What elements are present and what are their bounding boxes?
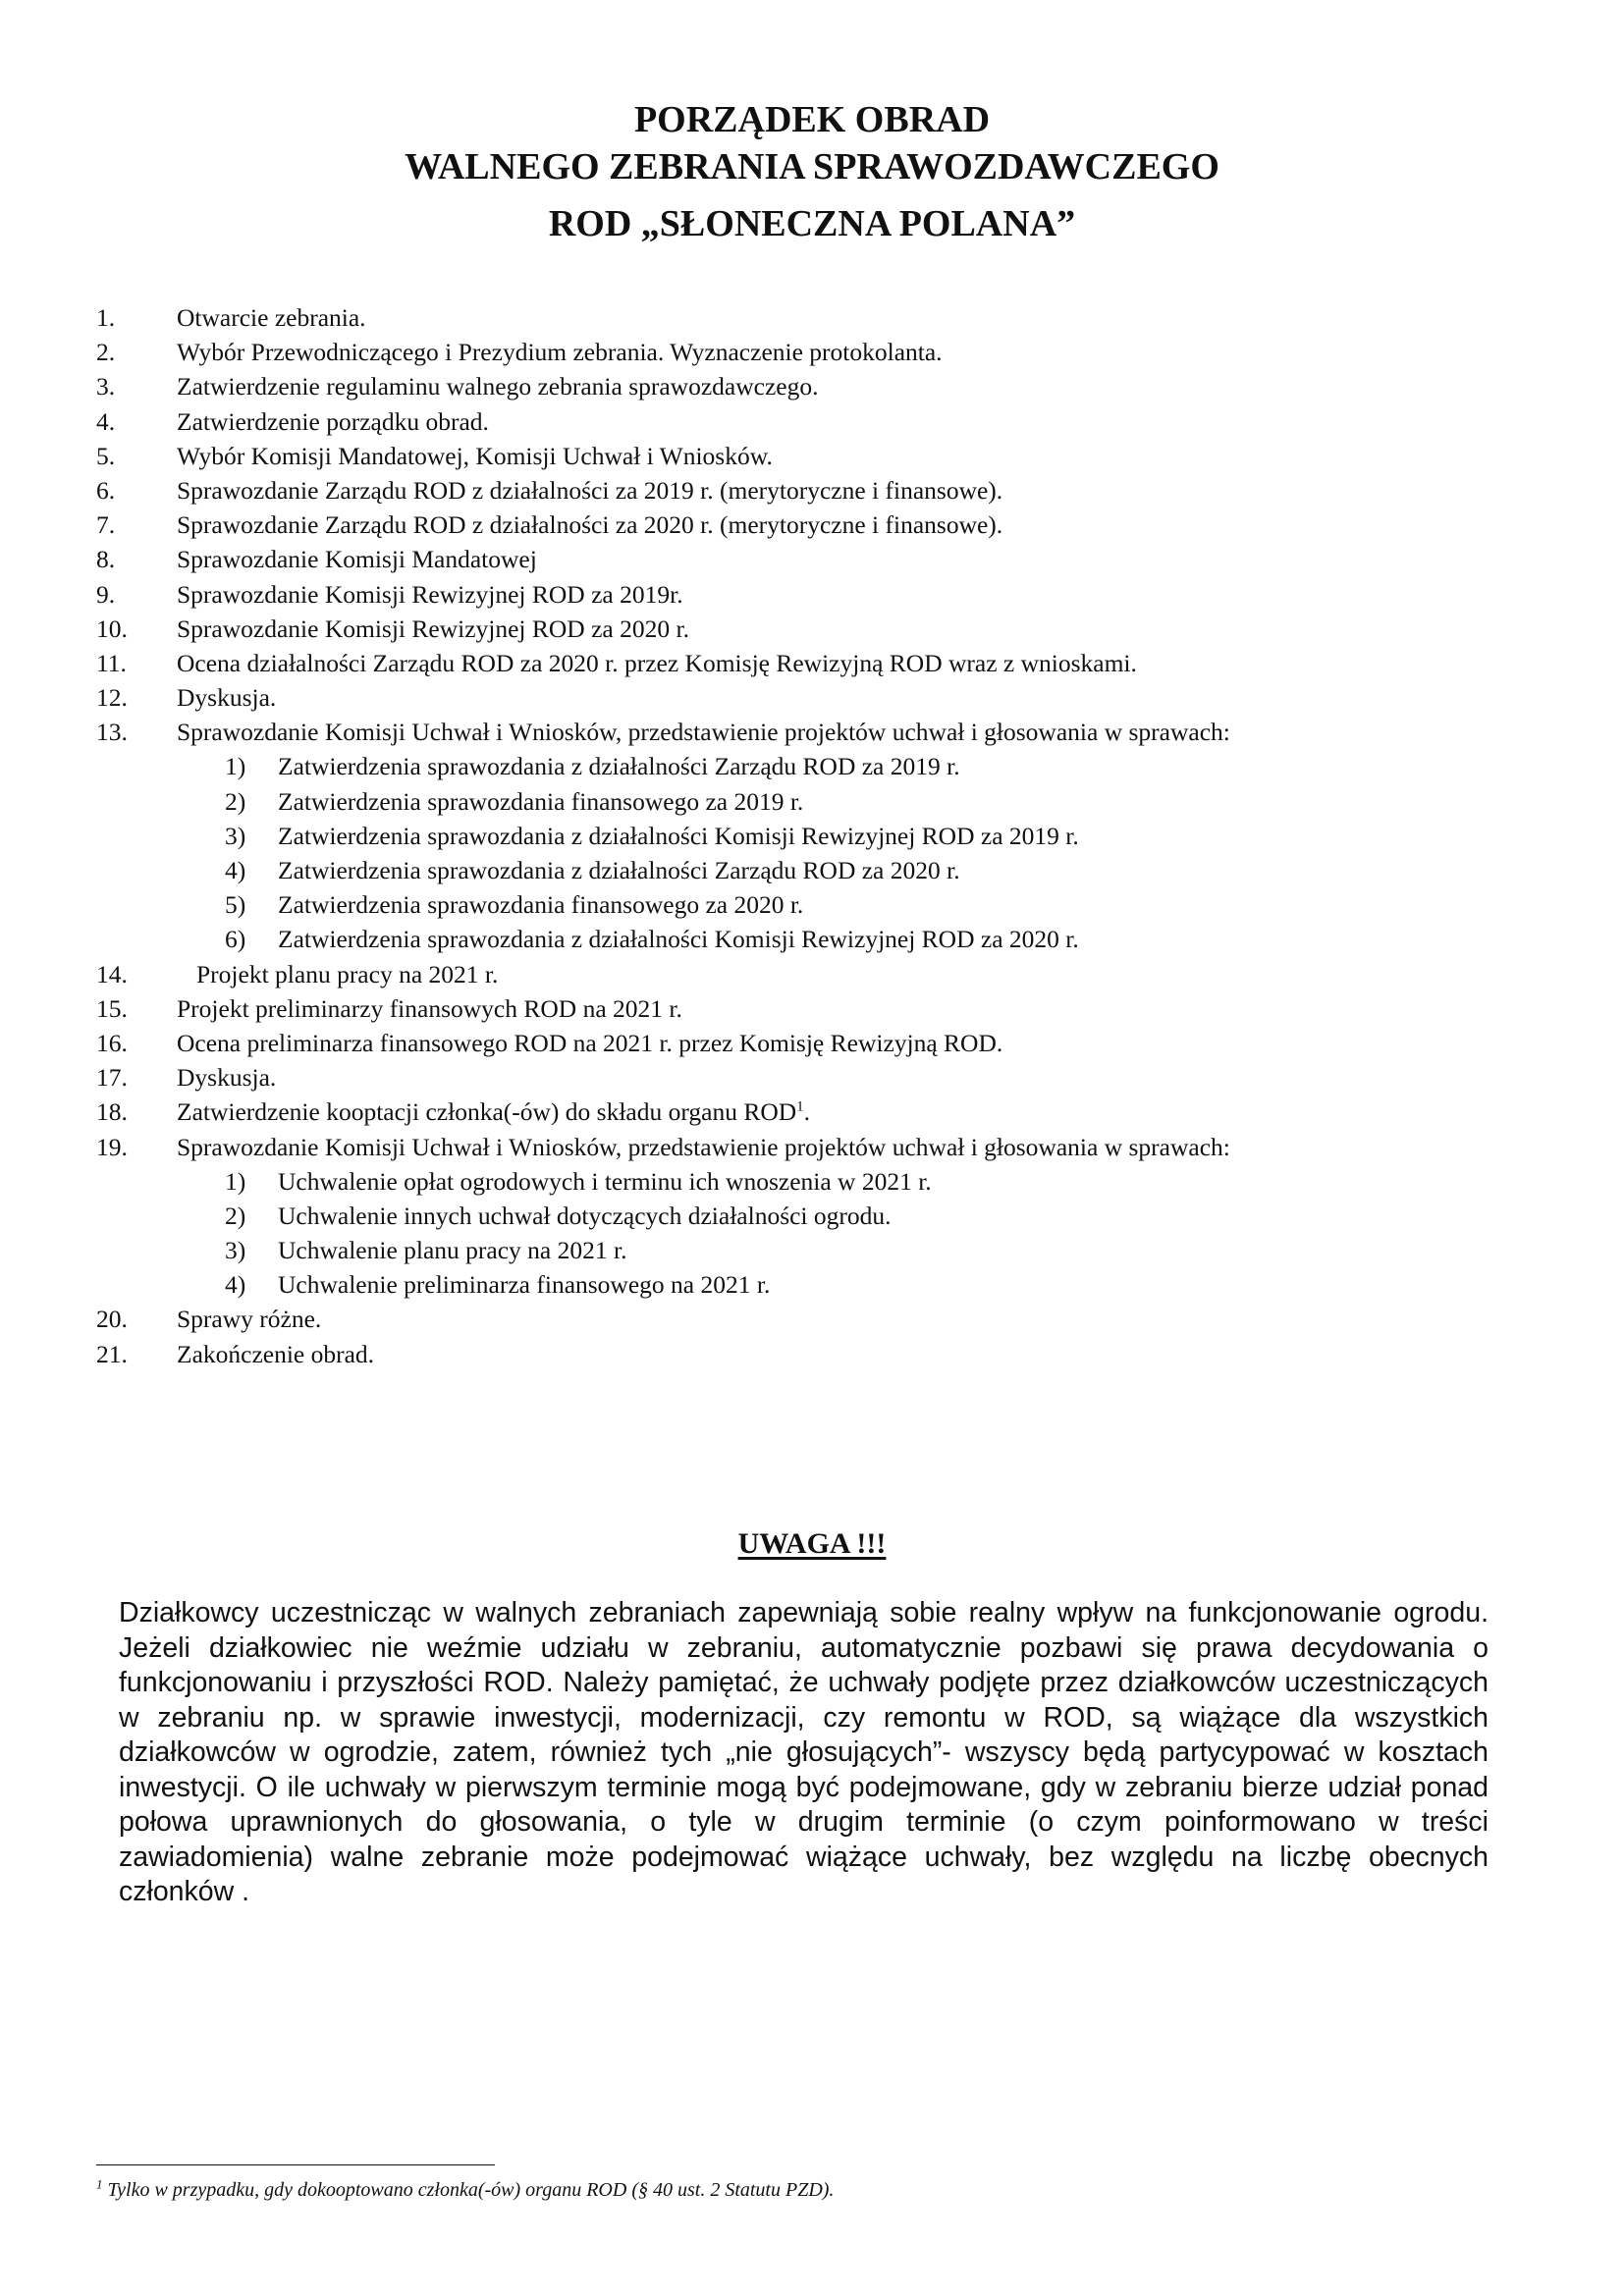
- agenda-item-label: Sprawy różne.: [177, 1305, 322, 1334]
- agenda-item: [96, 957, 1530, 991]
- footnote: [96, 2176, 835, 2202]
- agenda-subitem: [96, 887, 1530, 922]
- document-title: [0, 96, 1624, 247]
- agenda-item: [96, 577, 1530, 612]
- agenda-subitem: [96, 784, 1530, 819]
- agenda-item-text: [177, 335, 943, 369]
- agenda-item: [96, 991, 1530, 1026]
- agenda-item-suffix: .: [803, 1097, 811, 1127]
- agenda-item: [96, 542, 1530, 576]
- agenda-subitem: [96, 853, 1530, 887]
- agenda-item: [96, 1026, 1530, 1060]
- agenda-subitem-text: Uchwalenie planu pracy na 2021 r.: [278, 1236, 627, 1265]
- agenda-item: [96, 335, 1530, 369]
- agenda-item-text: [177, 473, 1002, 507]
- title-line-1: PORZĄDEK OBRAD: [633, 99, 991, 140]
- notice-heading: UWAGA !!!: [737, 1527, 887, 1560]
- agenda-item: [96, 1095, 1530, 1129]
- agenda-subitem-number: 5): [225, 890, 246, 920]
- agenda-item-label: Sprawozdanie Zarządu ROD z działalności za 2020 r. (merytoryczne i finansowe).: [177, 510, 1003, 540]
- agenda-item-number: 10.: [96, 614, 128, 643]
- agenda-subitem-text: Zatwierdzenia sprawozdania z działalności Komisji Rewizyjnej ROD za 2019 r.: [278, 821, 1079, 850]
- agenda-item: [96, 1060, 1530, 1095]
- agenda-item-text: [177, 577, 683, 612]
- agenda-subitem-number: 1): [225, 752, 246, 781]
- agenda-item: [96, 1302, 1530, 1336]
- agenda-item-text: [177, 404, 489, 439]
- agenda-subitem-number: 2): [225, 1201, 246, 1230]
- title-line-2: WALNEGO ZEBRANIA SPRAWOZDAWCZEGO: [405, 146, 1219, 187]
- agenda-item-number: 5.: [96, 441, 116, 470]
- agenda-subitem-number: 6): [225, 925, 246, 954]
- agenda-item: [96, 715, 1530, 749]
- agenda-item-text: [177, 542, 537, 576]
- agenda-item-number: 15.: [96, 993, 128, 1023]
- agenda-item-text: [177, 1130, 1230, 1164]
- agenda-item-label: Sprawozdanie Komisji Uchwał i Wniosków, przedstawienie projektów uchwał i głosowania w sprawach:: [177, 1132, 1230, 1161]
- agenda-item-number: 4.: [96, 406, 116, 436]
- agenda-subitem-text: Zatwierdzenia sprawozdania z działalności Zarządu ROD za 2020 r.: [278, 856, 960, 884]
- agenda-subitem-text: Zatwierdzenia sprawozdania finansowego za 2019 r.: [278, 786, 804, 816]
- agenda-subitem-number: 3): [225, 821, 246, 850]
- agenda-item-label: Sprawozdanie Komisji Rewizyjnej ROD za 2019r.: [177, 579, 683, 609]
- agenda-subitem: [96, 1233, 1530, 1267]
- agenda-item-number: 2.: [96, 338, 116, 367]
- agenda-item-number: 20.: [96, 1305, 128, 1334]
- agenda-item-label: Zatwierdzenie kooptacji członka(-ów) do składu organu ROD: [177, 1097, 797, 1127]
- agenda-subitem-number: 1): [225, 1166, 246, 1196]
- agenda-list: [96, 300, 1530, 1371]
- agenda-subitem: [96, 819, 1530, 853]
- agenda-item-label: Ocena działalności Zarządu ROD za 2020 r. przez Komisję Rewizyjną ROD wraz z wnioskami.: [177, 648, 1137, 677]
- agenda-item-text: [177, 646, 1137, 680]
- agenda-subitem-number: 3): [225, 1236, 246, 1265]
- agenda-item-text: [177, 1095, 810, 1129]
- agenda-item-text: [196, 957, 498, 991]
- title-line-3: ROD „SŁONECZNA POLANA”: [548, 203, 1076, 244]
- agenda-item-text: [177, 1026, 1002, 1060]
- footnote-text: Tylko w przypadku, gdy dokooptowano członka(-ów) organu ROD (§ 40 ust. 2 Statutu PZD).: [102, 2179, 835, 2201]
- agenda-item: [96, 404, 1530, 439]
- agenda-item: [96, 439, 1530, 473]
- agenda-subitem: [96, 922, 1530, 956]
- agenda-item: [96, 300, 1530, 335]
- footnote-mark: 1: [96, 2176, 103, 2192]
- footnote-separator: [96, 2164, 495, 2165]
- agenda-item-text: [177, 1337, 374, 1371]
- agenda-item-number: 16.: [96, 1028, 128, 1057]
- agenda-item-label: Zatwierdzenie regulaminu walnego zebrania sprawozdawczego.: [177, 372, 819, 401]
- agenda-item: [96, 612, 1530, 646]
- agenda-subitem-text: Uchwalenie innych uchwał dotyczących działalności ogrodu.: [278, 1201, 892, 1230]
- agenda-subitem-number: 2): [225, 786, 246, 816]
- agenda-subitem: [96, 1164, 1530, 1199]
- agenda-subitem-number: 4): [225, 1270, 246, 1300]
- agenda-subitem-text: Zatwierdzenia sprawozdania finansowego za 2020 r.: [278, 890, 804, 920]
- agenda-item-label: Otwarcie zebrania.: [177, 303, 366, 332]
- agenda-item-text: [177, 612, 689, 646]
- agenda-item-number: 19.: [96, 1132, 128, 1161]
- footnote-reference: 1: [796, 1098, 804, 1115]
- agenda-item-label: Dyskusja.: [177, 683, 277, 713]
- agenda-item-label: Wybór Komisji Mandatowej, Komisji Uchwał i Wniosków.: [177, 441, 773, 470]
- agenda-subitem: [96, 1267, 1530, 1302]
- agenda-subitem: [96, 1199, 1530, 1233]
- agenda-item-text: [177, 1060, 276, 1095]
- agenda-item-label: Projekt planu pracy na 2021 r.: [196, 959, 499, 988]
- agenda-item-number: 9.: [96, 579, 116, 609]
- agenda-item-text: [177, 507, 1002, 542]
- agenda-item-number: 8.: [96, 545, 116, 574]
- agenda-item-label: Sprawozdanie Komisji Rewizyjnej ROD za 2020 r.: [177, 614, 689, 643]
- agenda-subitem-number: 4): [225, 856, 246, 884]
- agenda-item-number: 7.: [96, 510, 116, 540]
- agenda-item-label: Zatwierdzenie porządku obrad.: [177, 406, 489, 436]
- agenda-item-number: 11.: [96, 648, 127, 677]
- agenda-item-text: [177, 439, 773, 473]
- agenda-item: [96, 1337, 1530, 1371]
- agenda-subitem-text: Zatwierdzenia sprawozdania z działalności Komisji Rewizyjnej ROD za 2020 r.: [278, 925, 1079, 954]
- agenda-item-text: [177, 680, 276, 715]
- agenda-subitem: [96, 749, 1530, 783]
- agenda-item-text: [177, 991, 682, 1026]
- agenda-item-text: [177, 1302, 321, 1336]
- agenda-item: [96, 646, 1530, 680]
- agenda-item-label: Ocena preliminarza finansowego ROD na 2021 r. przez Komisję Rewizyjną ROD.: [177, 1028, 1003, 1057]
- agenda-item-number: 17.: [96, 1063, 128, 1093]
- agenda-item-number: 13.: [96, 718, 128, 747]
- agenda-subitem-text: Uchwalenie opłat ogrodowych i terminu ich wnoszenia w 2021 r.: [278, 1166, 932, 1196]
- agenda-item-label: Projekt preliminarzy finansowych ROD na 2021 r.: [177, 993, 682, 1023]
- agenda-item: [96, 369, 1530, 403]
- agenda-item-number: 6.: [96, 475, 116, 505]
- agenda-item-number: 14.: [96, 959, 128, 988]
- agenda-item-number: 3.: [96, 372, 116, 401]
- agenda-item-label: Sprawozdanie Komisji Uchwał i Wniosków, przedstawienie projektów uchwał i głosowania w sprawach:: [177, 718, 1230, 747]
- agenda-item-label: Zakończenie obrad.: [177, 1339, 375, 1368]
- agenda-item-number: 12.: [96, 683, 128, 713]
- agenda-item: [96, 473, 1530, 507]
- agenda-item-label: Wybór Przewodniczącego i Prezydium zebrania. Wyznaczenie protokolanta.: [177, 338, 943, 367]
- agenda-subitem-text: Zatwierdzenia sprawozdania z działalności Zarządu ROD za 2019 r.: [278, 752, 960, 781]
- agenda-item: [96, 680, 1530, 715]
- agenda-item-label: Dyskusja.: [177, 1063, 277, 1093]
- agenda-item-text: [177, 369, 818, 403]
- agenda-item-number: 21.: [96, 1339, 128, 1368]
- agenda-item-label: Sprawozdanie Zarządu ROD z działalności za 2019 r. (merytoryczne i finansowe).: [177, 475, 1003, 505]
- agenda-item-number: 1.: [96, 303, 116, 332]
- agenda-item-text: [177, 300, 366, 335]
- agenda-item: [96, 507, 1530, 542]
- agenda-item-text: [177, 715, 1230, 749]
- notice-body: Działkowcy uczestnicząc w walnych zebraniach zapewniają sobie realny wpływ na funkcjonowanie ogrodu. Jeżeli działkowiec nie weźmie udziału w zebraniu, automatycznie pozbawi się prawa decydowania o funkcjonowaniu i przyszłości ROD. Należy pamiętać, że uchwały podjęte przez działkowców uczestniczących w zebraniu np. w sprawie inwestycji, modernizacji, czy remontu w ROD, są wiążące dla wszystkich działkowców w ogrodzie, zatem, również tych „nie głosujących”- wszyscy będą partycypować w kosztach inwestycji. O ile uchwały w pierwszym terminie mogą być podejmowane, gdy w zebraniu bierze udział ponad połowa uprawnionych do głosowania, o tyle w drugim terminie (o czym poinformowano w treści zawiadomienia) walne zebranie może podejmować wiążące uchwały, bez względu na liczbę obecnych członków .: [119, 1597, 1489, 1907]
- agenda-item-number: 18.: [96, 1097, 128, 1127]
- agenda-item-label: Sprawozdanie Komisji Mandatowej: [177, 545, 537, 574]
- agenda-item: [96, 1130, 1530, 1164]
- agenda-subitem-text: Uchwalenie preliminarza finansowego na 2021 r.: [278, 1270, 771, 1300]
